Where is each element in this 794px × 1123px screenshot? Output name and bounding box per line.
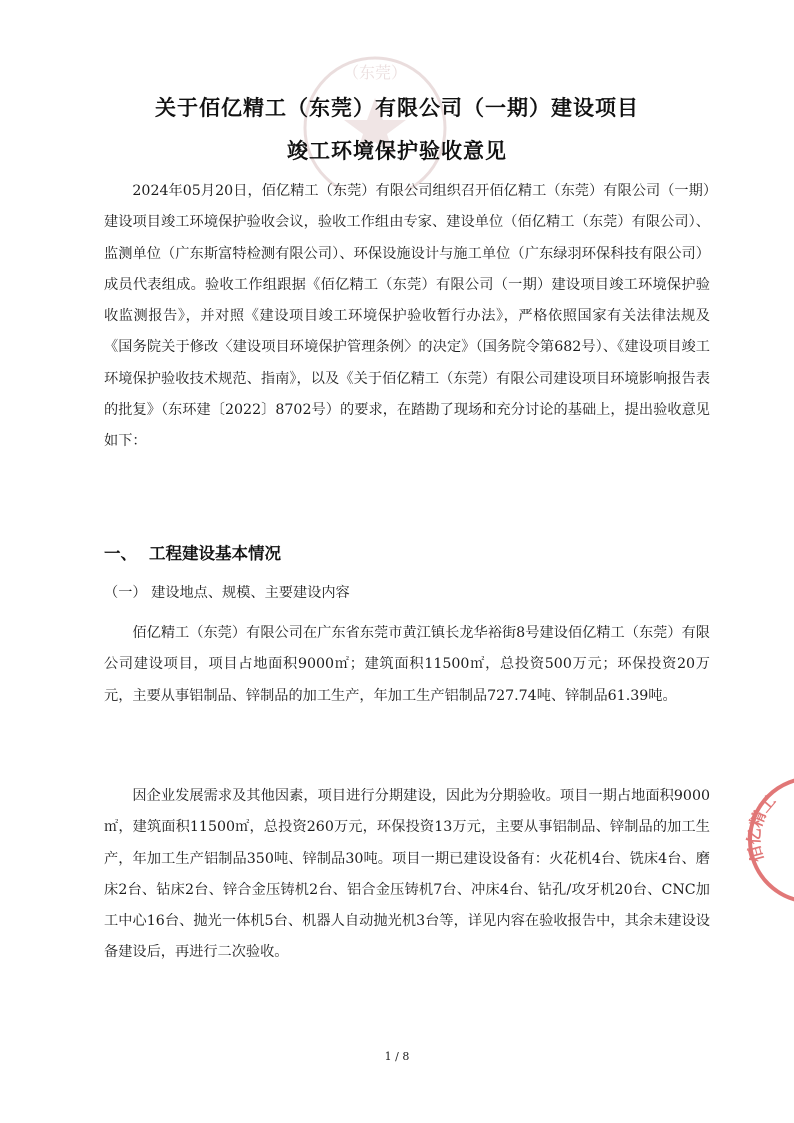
page-number: 1 / 8 [384,1050,410,1063]
section-number: 一、 [104,544,137,563]
intro-paragraph [104,176,710,458]
right-seal-text: 佰亿精工 [744,791,780,865]
section-title: 工程建设基本情况 [149,544,281,563]
construction-paragraph [104,618,710,712]
paragraph-1: 2024年05月20日，佰亿精工（东莞）有限公司组织召开佰亿精工（东莞）有限公司（一期）建设项目竣工环境保护验收会议，验收工作组由专家、建设单位（佰亿精工（东莞）有限公司）、监测单位（广东斯富特检测有限公司）、环保设施设计与施工单位（广东绿羽环保科技有限公司）成员代表组成。验收工作组跟据《佰亿精工（东莞）有限公司（一期）建设项目竣工环境保护验收监测报告》，并对照《建设项目竣工环境保护验收暂行办法》，严格依照国家有关法律法规及《国务院关于修改〈建设项目环境保护管理条例〉的决定》（国务院令第682号）、《建设项目竣工环境保护验收技术规范、指南》，以及《关于佰亿精工（东莞）有限公司建设项目环境影响报告表的批复》（东环建〔2022〕8702号）的要求，在踏勘了现场和充分讨论的基础上，提出验收意见如下： [104,183,710,450]
section-heading-1 [104,540,281,564]
paragraph-3: 因企业发展需求及其他因素，项目进行分期建设，因此为分期验收。项目一期占地面积9000㎡，建筑面积11500㎡，总投资260万元，环保投资13万元，主要从事铝制品、锌制品的加工生产，年加工生产铝制品350吨、锌制品30吨。项目一期已建设设备有：火花机4台、铣床4台、磨床2台、钻床2台、锌合金压铸机2台、铝合金压铸机7台、冲床4台、钻孔/攻牙机20台、CNC加工中心16台、抛光一体机5台、机器人自动抛光机3台等，详见内容在验收报告中，其余未建设设备建设后，再进行二次验收。 [104,788,710,961]
document-title-line1: 关于佰亿精工（东莞）有限公司（一期）建设项目 [155,96,639,120]
top-seal-text: （东莞） [342,63,408,82]
paragraph-2: 佰亿精工（东莞）有限公司在广东省东莞市黄江镇长龙华裕街8号建设佰亿精工（东莞）有限公司建设项目，项目占地面积9000㎡；建筑面积11500㎡，总投资500万元；环保投资20万元，主要从事铝制品、锌制品的加工生产，年加工生产铝制品727.74吨、锌制品61.39吨。 [104,625,710,704]
company-seal-red [742,770,794,910]
document-title-line2: 竣工环境保护验收意见 [287,139,507,163]
subsection-heading-1: （一） 建设地点、规模、主要建设内容 [104,585,350,601]
phase-paragraph [104,781,710,969]
